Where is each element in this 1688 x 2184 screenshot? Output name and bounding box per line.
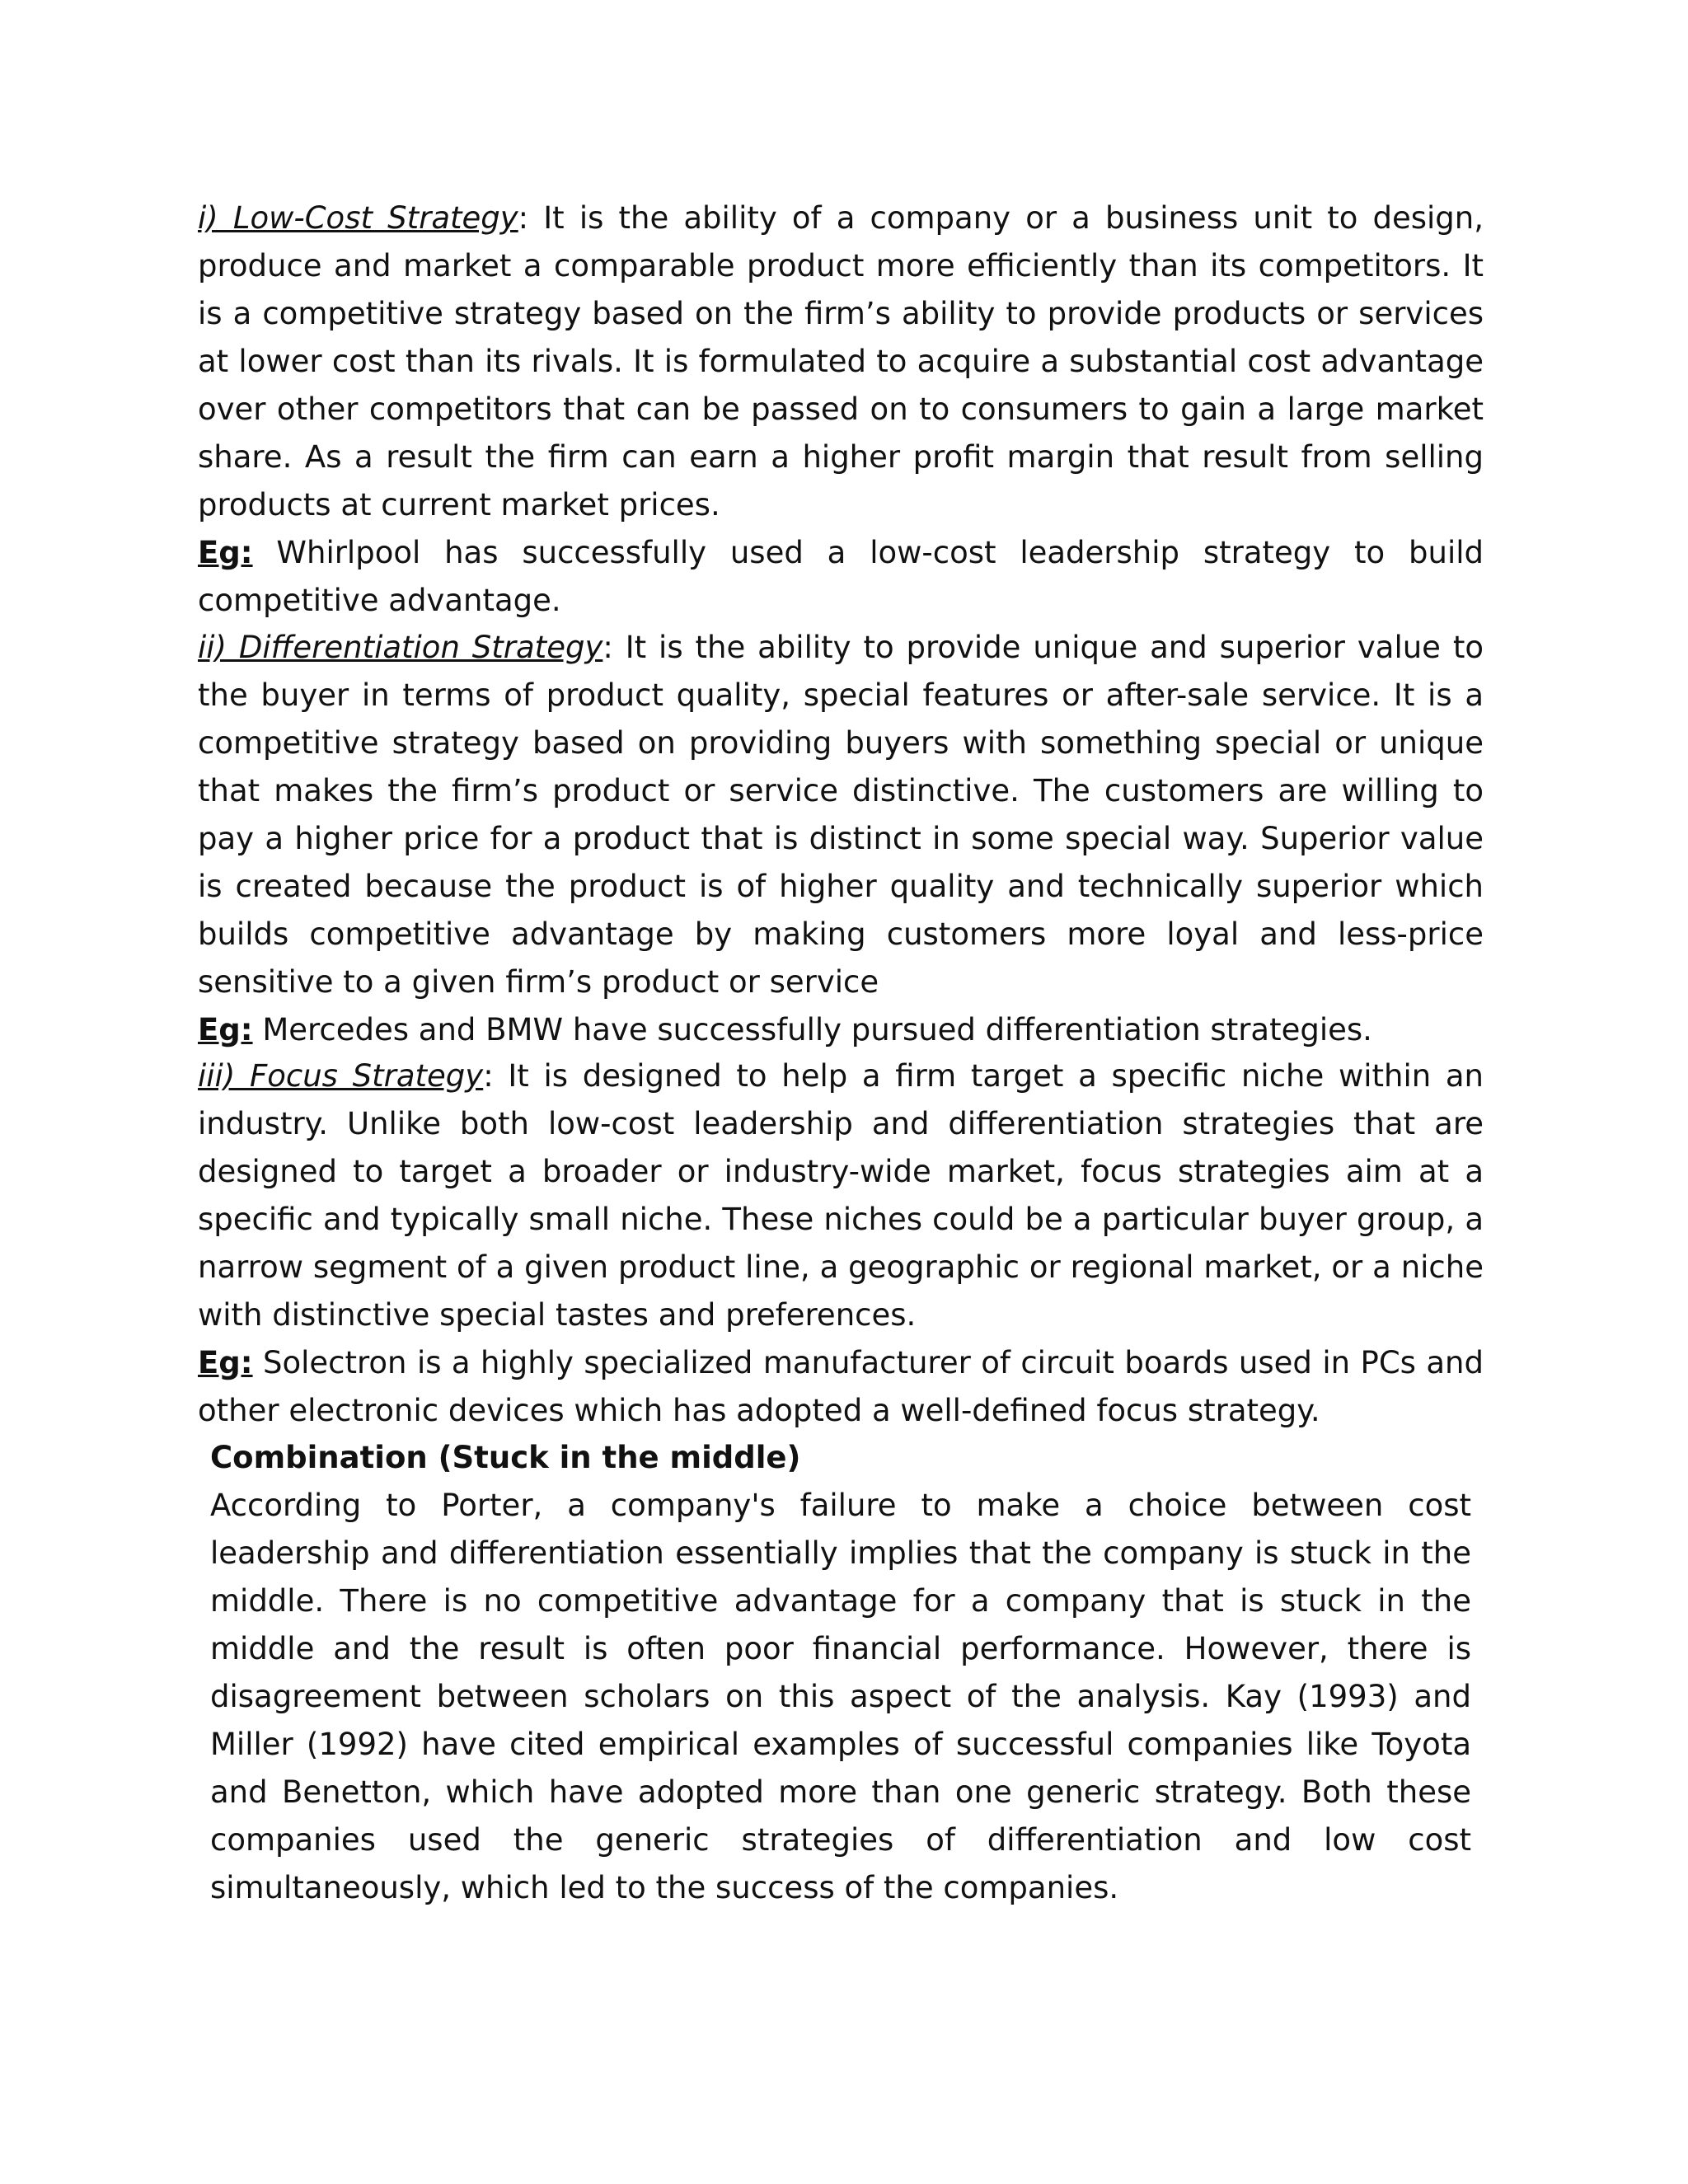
section-focus-heading: iii) Focus Strategy [198, 1058, 484, 1094]
combination-title: Combination (Stuck in the middle) [210, 1440, 801, 1475]
example-text: Mercedes and BMW have successfully pursued differentiation strategies. [252, 1012, 1372, 1047]
example-text: Solectron is a highly specialized manufacturer of circuit boards used in PCs and other electronic devices which has adopted a well-defined focus strategy. [198, 1345, 1484, 1428]
section-differentiation-example [198, 1006, 1484, 1054]
section-focus-body: : It is designed to help a firm target a specific niche within an industry. Unlike both low-cost leadership and differentiation strategies that are designed to target a broader or industry-wide market, focus strategies aim at a specific and typically small niche. These niches could be a particular buyer group, a narrow segment of a given product line, a geographic or regional market, or a niche with distinctive special tastes and preferences. [198, 1058, 1484, 1333]
combination-body: According to Porter, a company's failure to make a choice between cost leadership and differentiation essentially implies that the company is stuck in the middle. There is no competitive advantage for a company that is stuck in the middle and the result is often poor financial performance. However, there is disagreement between scholars on this aspect of the analysis. Kay (1993) and Miller (1992) have cited empirical examples of successful companies like Toyota and Benetton, which have adopted more than one generic strategy. Both these companies used the generic strategies of differentiation and low cost simultaneously, which led to the success of the companies. [210, 1488, 1471, 1905]
example-label: Eg: [198, 1012, 253, 1047]
section-low-cost-body: : It is the ability of a company or a business unit to design, produce and market a comparable product more efficiently than its competitors. It is a competitive strategy based on the firm’s ability to provide products or services at lower cost than its rivals. It is formulated to acquire a substantial cost advantage over other competitors that can be passed on to consumers to gain a large market share. As a result the firm can earn a higher profit margin that result from selling products at current market prices. [198, 200, 1484, 523]
example-label: Eg: [198, 1345, 253, 1380]
section-combination [210, 1434, 1471, 1912]
section-low-cost-example [198, 529, 1484, 625]
section-differentiation-body: : It is the ability to provide unique and superior value to the buyer in terms of product quality, special features or after-sale service. It is a competitive strategy based on providing buyers with something special or unique that makes the firm’s product or service distinctive. The customers are willing to pay a higher price for a product that is distinct in some special way. Superior value is created because the product is of higher quality and technically superior which builds competitive advantage by making customers more loyal and less-price sensitive to a given firm’s product or service [198, 630, 1484, 1000]
section-low-cost-paragraph [198, 194, 1484, 529]
section-focus-example [198, 1339, 1484, 1435]
section-differentiation-heading: ii) Differentiation Strategy [198, 630, 603, 665]
section-differentiation [198, 624, 1484, 1054]
section-differentiation-paragraph [198, 624, 1484, 1006]
section-low-cost-heading: i) Low-Cost Strategy [198, 200, 518, 236]
section-low-cost [198, 194, 1484, 625]
section-focus [198, 1052, 1484, 1435]
section-focus-paragraph [198, 1052, 1484, 1339]
example-text: Whirlpool has successfully used a low-cost leadership strategy to build competitive advantage. [198, 535, 1484, 618]
example-label: Eg: [198, 535, 253, 570]
